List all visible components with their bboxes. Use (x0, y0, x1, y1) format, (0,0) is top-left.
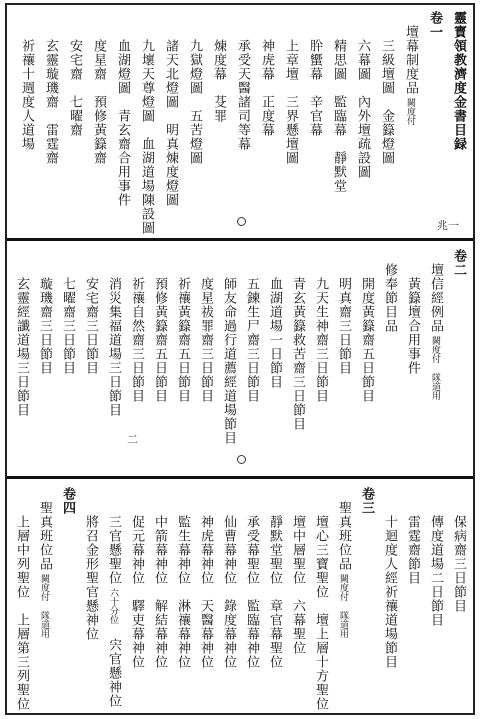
binding-hole (237, 455, 246, 464)
column-heading: 明真齋三日節目 (336, 277, 351, 375)
column-entry: 金籙燈圖 (379, 109, 394, 165)
column-heading: 十迴度人經祈禳道場節目 (382, 515, 397, 669)
column-entry: 淋禳幕神位 (175, 599, 190, 669)
column-entry: 宍官懸神位 (106, 638, 121, 708)
column-heading: 度星齋 (91, 39, 106, 81)
column-heading: 中箭幕神位 (152, 515, 167, 585)
column-heading: 師友命過行道薦經道場節目 (221, 277, 236, 445)
column-heading: 度星祓罪齋三日節目 (198, 277, 213, 403)
column-heading: 三官懸聖位 (106, 515, 121, 585)
column-heading: 靈寳領教濟度金書目録 (451, 11, 466, 151)
column-heading: 上層中列聖位 (14, 515, 29, 599)
text-column (378, 11, 395, 232)
text-column (427, 487, 444, 707)
text-column (335, 487, 352, 707)
column-heading: 煉度幕 (211, 39, 226, 81)
column-heading: 聖真班位品 (336, 501, 351, 571)
column-entry: 七曜齋 (67, 95, 82, 137)
column-entry: 天醫幕神位 (198, 599, 213, 669)
column-heading: 諸天北燈圖 (163, 39, 178, 109)
column-entry: 內外壇疏設圖 (355, 95, 370, 179)
text-column (42, 11, 59, 232)
panel-divider (7, 476, 473, 479)
column-heading: 仙曹幕神位 (221, 515, 236, 585)
text-column (59, 249, 76, 470)
annotation-note: 闕度付 隊道用 (338, 574, 348, 638)
text-column (427, 249, 444, 470)
column-heading: 修奉節目品 (382, 263, 397, 333)
text-column (36, 249, 53, 470)
panel-upper (7, 5, 473, 238)
column-heading: 壇中層聖位 (290, 515, 305, 585)
column-heading: 安宅齋三日節目 (83, 277, 98, 375)
column-entry: 三界懸壇圖 (283, 95, 298, 165)
text-column (59, 487, 76, 707)
binding-hole (237, 217, 246, 226)
column-entry: 章官幕聖位 (267, 599, 282, 669)
column-heading: 祈禳黃籙齋五日節目 (175, 277, 190, 403)
text-column (13, 249, 30, 470)
column-heading: 九天生神齋三日節目 (313, 277, 328, 403)
text-column (381, 487, 398, 707)
column-heading: 玄靈經讖道場三日節目 (14, 277, 29, 417)
column-entry: 辛官幕 (307, 95, 322, 137)
text-column (306, 11, 323, 232)
text-column (234, 11, 251, 232)
column-heading: 青玄黃籙救苦齋三日節目 (290, 277, 305, 431)
column-heading: 五鍊生尸齋三日節目 (244, 277, 259, 403)
text-column (404, 487, 421, 707)
column-entry: 錄度幕神位 (221, 599, 236, 669)
text-column (354, 11, 371, 232)
column-entry: 雷霆齋 (43, 123, 58, 165)
column-heading: 承受幕聖位 (244, 515, 259, 585)
column-heading: 將召金形聖官懸神位 (83, 515, 98, 641)
text-column (282, 11, 299, 232)
book-page (5, 3, 475, 715)
column-entry: 上層第三列聖位 (14, 613, 29, 711)
column-set-middle (13, 249, 467, 470)
text-column (243, 249, 260, 470)
text-column (114, 11, 131, 232)
column-heading: 壇心三寶聖位 (313, 515, 328, 599)
text-column (450, 487, 467, 707)
text-column (186, 11, 203, 232)
column-heading: 九獄燈圖 (187, 39, 202, 95)
column-entry: 血湖道場陳設圖 (139, 137, 154, 235)
column-heading: 聖真班位品 (37, 501, 52, 571)
text-column (66, 11, 83, 232)
column-heading: 卷三 (359, 487, 374, 515)
column-heading: 六幕圖 (355, 39, 370, 81)
column-entry: 六幕聖位 (290, 599, 305, 655)
text-column (330, 11, 347, 232)
column-heading: 預修黃籙齋五日節目 (152, 277, 167, 403)
column-heading: 血湖道場一日節目 (267, 277, 282, 389)
column-heading: 靜默堂聖位 (267, 515, 282, 585)
column-heading: 卷二 (451, 249, 466, 277)
folio-mark: 兆一 (437, 219, 459, 232)
column-heading: 玄靈璇璣齋 (43, 39, 58, 109)
text-column (18, 11, 35, 232)
column-entry: 解結幕神位 (152, 599, 167, 669)
text-column (243, 487, 260, 707)
column-heading: 開度黃籙齋五日節目 (359, 277, 374, 403)
text-column (258, 11, 275, 232)
annotation-note: 闕度付 隊道用 (39, 574, 49, 638)
column-heading: 消災集福道場三日節目 (106, 277, 121, 417)
column-entry: 五苦燈圖 (187, 109, 202, 165)
text-column (312, 249, 329, 470)
text-column (402, 11, 419, 232)
column-entry: 青玄齋合用事件 (115, 109, 130, 207)
text-column (358, 249, 375, 470)
column-heading: 安宅齋 (67, 39, 82, 81)
column-heading: 精思圖 (331, 39, 346, 81)
text-column (312, 487, 329, 711)
panel-lower (7, 481, 473, 713)
text-column (13, 487, 30, 711)
text-column (197, 249, 214, 470)
column-heading: 上章壇 (283, 39, 298, 81)
text-column (220, 249, 237, 470)
column-heading: 七曜齋三日節目 (60, 277, 75, 375)
column-set-upper (13, 11, 467, 235)
column-heading: 黃籙壇合用事件 (405, 277, 420, 375)
text-column (220, 487, 237, 707)
column-entry: 監臨幕 (331, 95, 346, 137)
column-heading: 璇璣齋三日節目 (37, 277, 52, 375)
text-column (151, 249, 168, 470)
column-heading: 承受天醫諸司等幕 (235, 39, 250, 151)
text-column (151, 487, 168, 707)
column-heading: 血湖燈圖 (115, 39, 130, 95)
text-column (426, 11, 443, 232)
text-column (450, 249, 467, 470)
text-column (82, 249, 99, 470)
column-entry: 靜默堂 (331, 151, 346, 193)
column-entry: 明真煉度燈圖 (163, 123, 178, 207)
column-heading: 傳度道場二日節目 (428, 515, 443, 627)
text-column (266, 487, 283, 707)
column-heading: 卷一 (427, 11, 442, 39)
column-heading: 祈禳十週度人道場 (19, 39, 34, 151)
column-entry: 正度幕 (259, 95, 274, 137)
text-column (335, 249, 352, 470)
text-column (289, 487, 306, 707)
column-heading: 肸蠁幕 (307, 39, 322, 81)
column-heading: 神虎幕 (259, 39, 274, 81)
text-column (197, 487, 214, 707)
column-heading: 監生幕神位 (175, 515, 190, 585)
text-column (210, 11, 227, 232)
panel-divider (7, 238, 473, 241)
text-column (36, 487, 53, 707)
annotation-note: 闕度付 (405, 98, 415, 125)
column-heading: 九壞天尊燈圖 (139, 39, 154, 123)
text-column (381, 249, 398, 470)
text-column (450, 11, 467, 232)
panel-middle (7, 243, 473, 476)
text-column (289, 249, 306, 470)
folio-mark: 二 (127, 433, 138, 446)
column-heading: 卷四 (60, 487, 75, 515)
column-entry: 芟罪 (211, 95, 226, 123)
annotation-note: 闕度付 隊道用 (430, 336, 440, 400)
column-heading: 壇幕制度品 (403, 25, 418, 95)
column-heading: 祈禳自然齋三日節目 (129, 277, 144, 403)
column-entry: 驛吏幕神位 (129, 599, 144, 669)
column-entry: 監臨幕神位 (244, 599, 259, 669)
text-column (358, 487, 375, 707)
text-column (404, 249, 421, 470)
text-column (105, 249, 122, 470)
text-column (162, 11, 179, 232)
column-heading: 保病齋三日節目 (451, 515, 466, 613)
text-column (266, 249, 283, 470)
text-column (138, 11, 155, 235)
text-column (90, 11, 107, 232)
text-column (174, 487, 191, 707)
text-column (82, 487, 99, 707)
column-entry: 預修黃籙齋 (91, 95, 106, 165)
text-column (128, 487, 145, 707)
column-heading: 雷霆齋節目 (405, 515, 420, 585)
column-set-lower (13, 487, 467, 711)
column-heading: 壇信經例品 (428, 263, 443, 333)
column-entry: 壇上層十方聖位 (313, 613, 328, 711)
column-heading: 促元幕神位 (129, 515, 144, 585)
column-heading: 三級壇圖 (379, 39, 394, 95)
text-column (105, 487, 122, 707)
annotation-note: 六十分位 (108, 588, 118, 624)
text-column (174, 249, 191, 470)
column-heading: 神虎幕神位 (198, 515, 213, 585)
